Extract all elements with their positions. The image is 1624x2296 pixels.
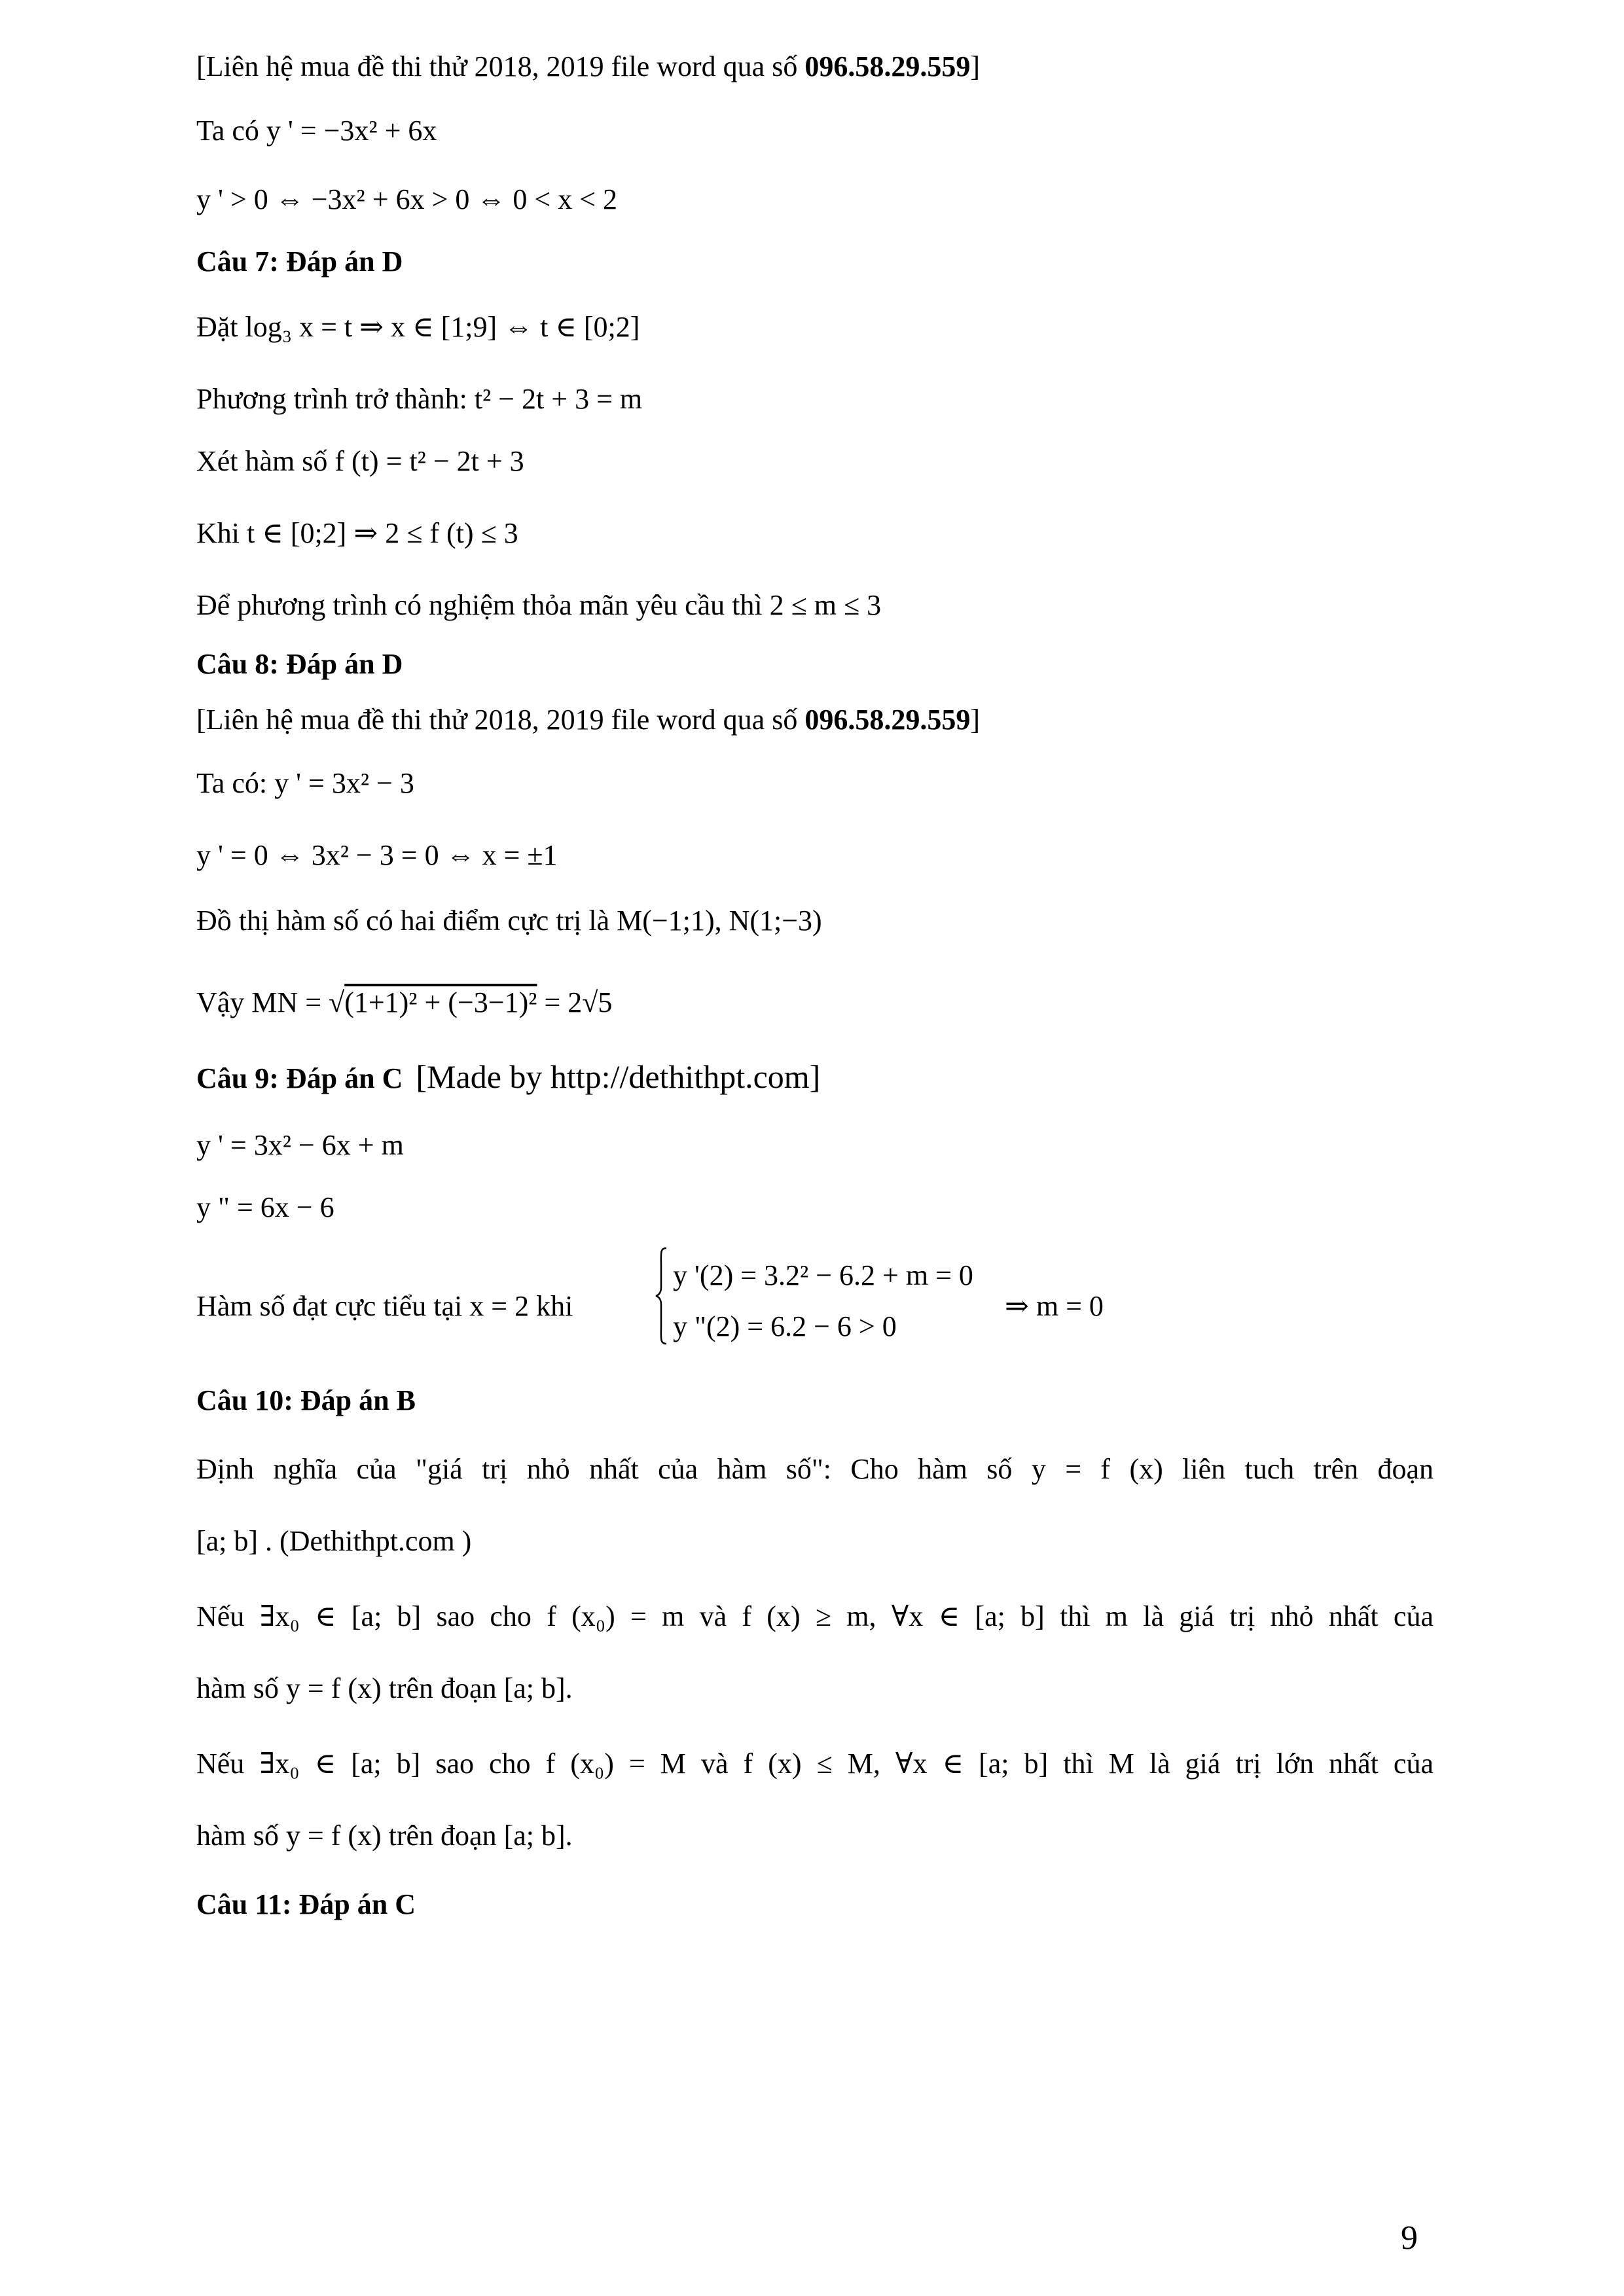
q9-line-2: y " = 6x − 6 — [196, 1191, 334, 1223]
q11-heading: Câu 11: Đáp án C — [196, 1888, 416, 1920]
q9-system-eq-2: y "(2) = 6.2 − 6 > 0 — [673, 1310, 897, 1342]
q8-heading: Câu 8: Đáp án D — [196, 648, 403, 680]
contact-suffix-2: ] — [970, 704, 980, 736]
q9-line-1: y ' = 3x² − 6x + m — [196, 1129, 404, 1161]
q9-heading: Câu 9: Đáp án C — [196, 1062, 403, 1094]
q7-line-2: Phương trình trở thành: t² − 2t + 3 = m — [196, 383, 643, 415]
contact-line-2 — [196, 706, 980, 734]
q8-line-2: y ' = 0 ⇔ 3x² − 3 = 0 ⇔ x = ±1 — [196, 839, 558, 871]
q9-system — [655, 1247, 1021, 1352]
q10-line-2: [a; b] . (Dethithpt.com ) — [196, 1525, 472, 1557]
q9-heading-line — [196, 1060, 820, 1093]
contact-line-1 — [196, 52, 980, 81]
contact-prefix-2: [Liên hệ mua đề thi thử 2018, 2019 file word qua số — [196, 704, 805, 736]
q10-line-4: hàm số y = f (x) trên đoạn [a; b]. — [196, 1672, 573, 1704]
q7-heading: Câu 7: Đáp án D — [196, 245, 403, 278]
q6-line-2: y ' > 0 ⇔ −3x² + 6x > 0 ⇔ 0 < x < 2 — [196, 183, 618, 215]
q7-line-3: Xét hàm số f (t) = t² − 2t + 3 — [196, 445, 524, 477]
q10-line-5: Nếu ∃x₀ ∈ [a; b] sao cho f (x₀) = M và f (x) ≤ M, ∀x ∈ [a; b] thì M là giá trị lớn nhất của — [196, 1748, 1434, 1780]
brace-icon — [655, 1247, 668, 1345]
q10-line-1: Định nghĩa của "giá trị nhỏ nhất của hàm số": Cho hàm số y = f (x) liên tuch trên đoạn — [196, 1453, 1434, 1485]
q9-system-label: Hàm số đạt cực tiểu tại x = 2 khi — [196, 1290, 573, 1322]
contact-phone: 096.58.29.559 — [804, 50, 971, 82]
q10-line-6: hàm số y = f (x) trên đoạn [a; b]. — [196, 1820, 573, 1852]
mn-radicand: (1+1)² + (−3−1)² — [344, 986, 537, 1018]
q7-line-1: Đặt log₃ x = t ⇒ x ∈ [1;9] ⇔ t ∈ [0;2] — [196, 311, 640, 343]
q8-line-3: Đồ thị hàm số có hai điểm cực trị là M(−1;1), N(1;−3) — [196, 905, 822, 937]
q10-heading: Câu 10: Đáp án B — [196, 1384, 416, 1416]
contact-suffix: ] — [970, 50, 980, 82]
contact-prefix: [Liên hệ mua đề thi thử 2018, 2019 file word qua số — [196, 50, 805, 82]
contact-phone-2: 096.58.29.559 — [804, 704, 971, 736]
q9-system-eq-1: y '(2) = 3.2² − 6.2 + m = 0 — [673, 1259, 973, 1291]
q7-line-4: Khi t ∈ [0;2] ⇒ 2 ≤ f (t) ≤ 3 — [196, 517, 518, 549]
q8-line-4 — [196, 988, 612, 1017]
q10-line-3: Nếu ∃x₀ ∈ [a; b] sao cho f (x₀) = m và f (x) ≥ m, ∀x ∈ [a; b] thì m là giá trị nhỏ nhất của — [196, 1600, 1434, 1632]
mn-prefix: Vậy MN = — [196, 986, 329, 1018]
q9-result: ⇒ m = 0 — [1005, 1290, 1104, 1322]
made-by-note: [Made by http://dethithpt.com] — [416, 1058, 821, 1095]
q8-line-1: Ta có: y ' = 3x² − 3 — [196, 767, 414, 799]
q7-line-5: Để phương trình có nghiệm thỏa mãn yêu cầu thì 2 ≤ m ≤ 3 — [196, 589, 882, 621]
q6-line-1: Ta có y ' = −3x² + 6x — [196, 115, 437, 147]
mn-suffix: = 2√5 — [537, 986, 613, 1018]
page-number: 9 — [1401, 2219, 1418, 2257]
sqrt-icon: √ — [329, 986, 345, 1018]
